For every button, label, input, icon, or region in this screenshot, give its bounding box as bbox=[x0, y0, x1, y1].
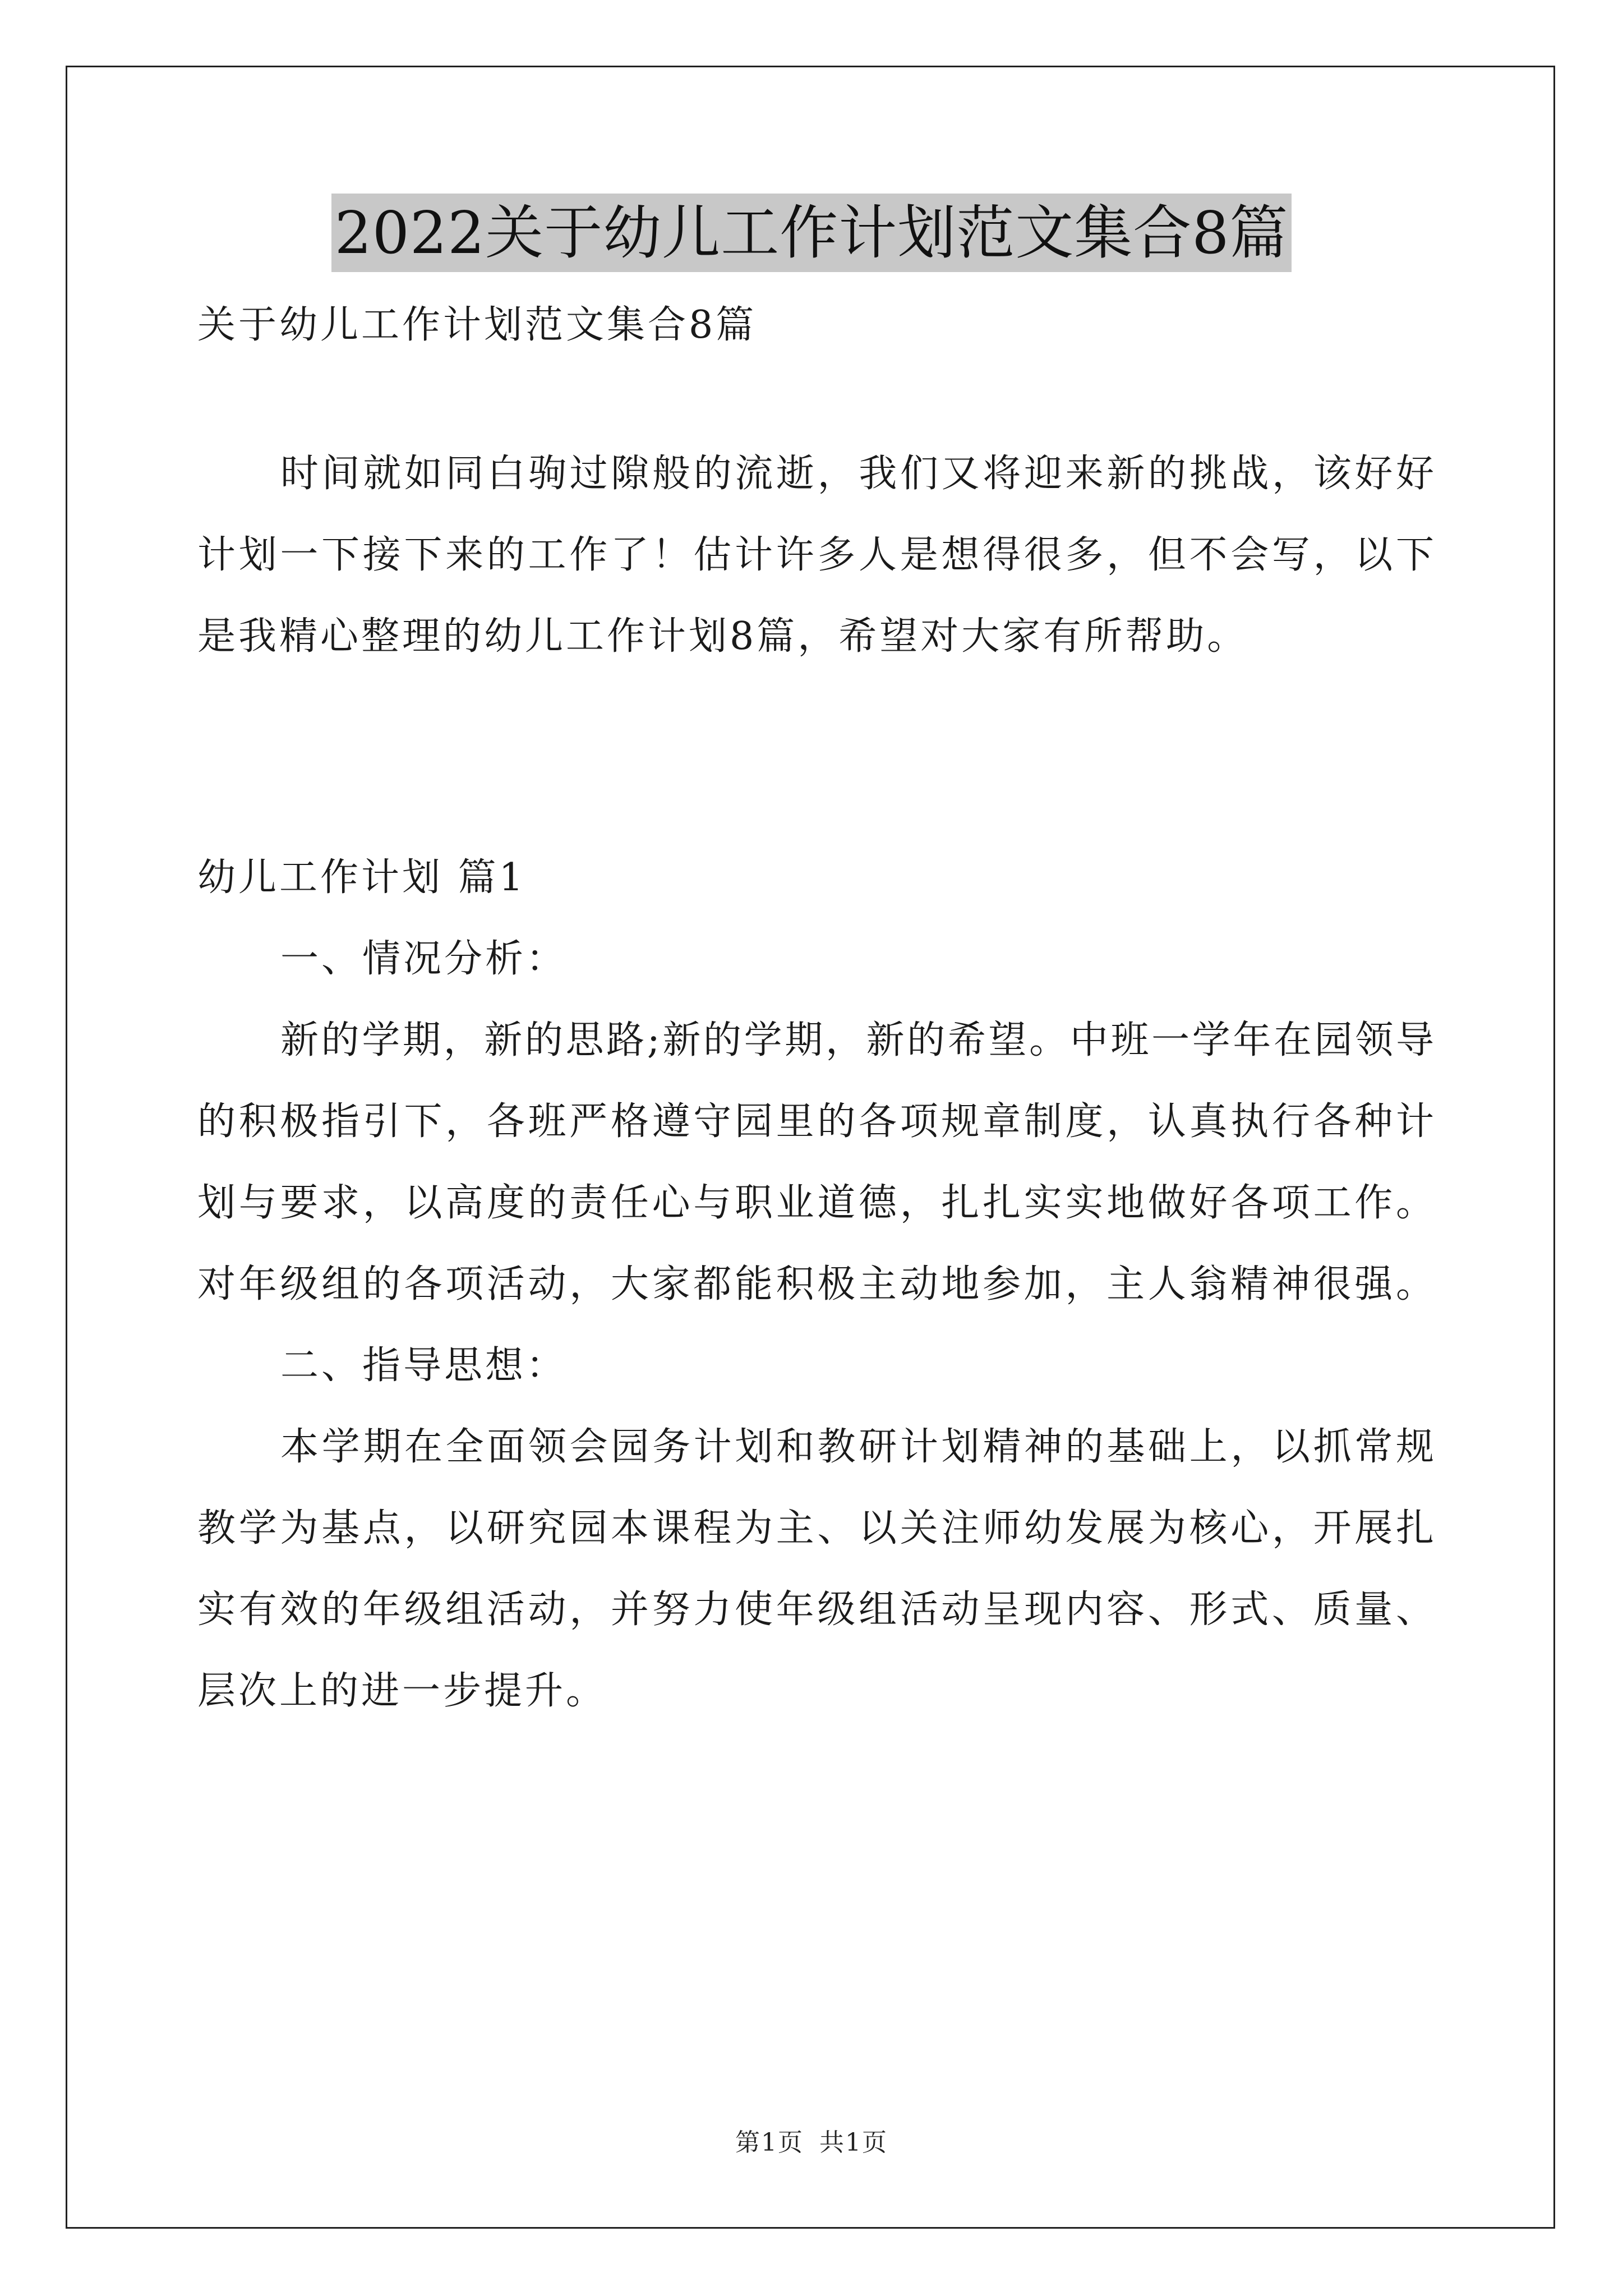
paragraph-line: 实有效的年级组活动，并努力使年级组活动呈现内容、形式、质量、 bbox=[197, 1588, 1434, 1632]
paragraph-line: 层次上的进一步提升。 bbox=[197, 1669, 607, 1713]
page-footer bbox=[0, 2126, 1623, 2160]
paragraph-line: 的积极指引下，各班严格遵守园里的各项规章制度，认真执行各种计 bbox=[197, 1099, 1434, 1144]
paragraph-line: 教学为基点，以研究园本课程为主、以关注师幼发展为核心，开展扎 bbox=[197, 1506, 1434, 1550]
page-number-total: 共1页 bbox=[819, 2128, 888, 2157]
heading-guiding-ideas: 二、指导思想： bbox=[280, 1343, 568, 1388]
page-border bbox=[66, 66, 1555, 2229]
title-container bbox=[0, 194, 1623, 272]
intro-line-3: 是我精心整理的幼儿工作计划8篇，希望对大家有所帮助。 bbox=[197, 614, 1248, 659]
paragraph-line: 新的学期，新的思路;新的学期，新的希望。中班一学年在园领导 bbox=[280, 1018, 1434, 1062]
heading-situation-analysis: 一、情况分析： bbox=[280, 937, 568, 981]
intro-line-1: 时间就如同白驹过隙般的流逝，我们又将迎来新的挑战，该好好 bbox=[280, 452, 1434, 496]
paragraph-line: 划与要求，以高度的责任心与职业道德，扎扎实实地做好各项工作。 bbox=[197, 1181, 1434, 1225]
document-title: 2022关于幼儿工作计划范文集合8篇 bbox=[331, 194, 1292, 272]
paragraph-line: 对年级组的各项活动，大家都能积极主动地参加，主人翁精神很强。 bbox=[197, 1262, 1434, 1306]
section-heading: 幼儿工作计划 篇1 bbox=[197, 855, 526, 900]
intro-line-2: 计划一下接下来的工作了！估计许多人是想得很多，但不会写，以下 bbox=[197, 533, 1434, 577]
subtitle-line: 关于幼儿工作计划范文集合8篇 bbox=[197, 303, 757, 347]
page-number-current: 第1页 bbox=[735, 2128, 804, 2157]
paragraph-line: 本学期在全面领会园务计划和教研计划精神的基础上，以抓常规 bbox=[280, 1425, 1434, 1469]
